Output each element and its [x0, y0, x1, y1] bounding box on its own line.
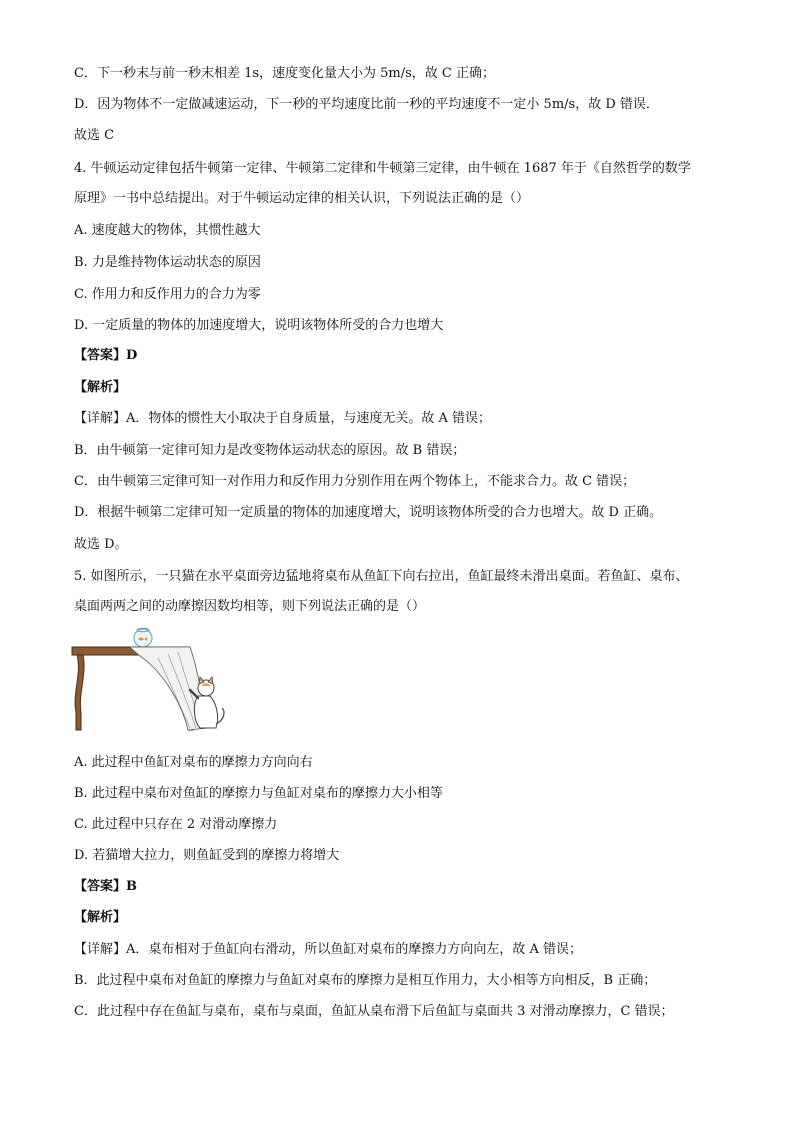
explanation-line: 【详解】A．桌布相对于鱼缸向右滑动，所以鱼缸对桌布的摩擦力方向向左，故 A 错误；: [74, 942, 583, 957]
explanation-line: B．由牛顿第一定律可知力是改变物体运动状态的原因。故 B 错误；: [74, 443, 466, 458]
text-line: C．下一秒末与前一秒末相差 1s，速度变化量大小为 5m/s，故 C 正确；: [74, 66, 496, 81]
table-leg: [75, 655, 84, 730]
question-5-stem: 5. 如图所示，一只猫在水平桌面旁边猛地将桌布从鱼缸下向右拉出，鱼缸最终未滑出桌面。若鱼缸、桌布、: [74, 569, 689, 584]
analysis-label: 【解析】: [74, 380, 127, 395]
option-d: D. 若猫增大拉力，则鱼缸受到的摩擦力将增大: [74, 848, 340, 863]
option-c: C. 此过程中只存在 2 对滑动摩擦力: [74, 817, 278, 832]
text-line: 故选 D。: [74, 537, 128, 552]
option-b: B. 此过程中桌布对鱼缸的摩擦力与鱼缸对桌布的摩擦力大小相等: [74, 786, 443, 801]
option-d: D. 一定质量的物体的加速度增大，说明该物体所受的合力也增大: [74, 318, 444, 333]
fishbowl-icon: [134, 628, 152, 647]
text-line: D．因为物体不一定做减速运动，下一秒的平均速度比前一秒的平均速度不一定小 5m/s，故 D 错误．: [74, 97, 659, 112]
analysis-label: 【解析】: [74, 910, 127, 925]
explanation-line: C．由牛顿第三定律可知一对作用力和反作用力分别作用在两个物体上，不能求合力。故 C 错误；: [74, 474, 636, 489]
explanation-line: 【详解】A．物体的惯性大小取决于自身质量，与速度无关。故 A 错误；: [74, 411, 492, 426]
question-5-stem: 桌面两两之间的动摩擦因数均相等，则下列说法正确的是（）: [74, 599, 426, 614]
text-line: 故选 C: [74, 128, 115, 143]
answer-label: 【答案】D: [74, 348, 138, 363]
answer-label: 【答案】B: [74, 879, 137, 894]
explanation-line: C．此过程中存在鱼缸与桌布，桌布与桌面，鱼缸从桌布滑下后鱼缸与桌面共 3 对滑动摩擦力，C 错误；: [74, 1004, 674, 1019]
option-c: C. 作用力和反作用力的合力为零: [74, 287, 261, 302]
option-a: A. 速度越大的物体，其惯性越大: [74, 223, 261, 238]
cat-tablecloth-figure: [70, 624, 230, 736]
option-a: A. 此过程中鱼缸对桌布的摩擦力方向向右: [74, 755, 313, 770]
explanation-line: B．此过程中桌布对鱼缸的摩擦力与鱼缸对桌布的摩擦力是相互作用力，大小相等方向相反，B 正确；: [74, 973, 657, 988]
question-4-stem: 原理》一书中总结提出。对于牛顿运动定律的相关认识，下列说法正确的是（）: [74, 191, 530, 206]
explanation-line: D．根据牛顿第二定律可知一定质量的物体的加速度增大，说明该物体所受的合力也增大。故 D 正确。: [74, 505, 663, 520]
option-b: B. 力是维持物体运动状态的原因: [74, 255, 261, 270]
question-4-stem: 4. 牛顿运动定律包括牛顿第一定律、牛顿第二定律和牛顿第三定律，由牛顿在 1687 年于《自然哲学的数学: [74, 161, 691, 176]
